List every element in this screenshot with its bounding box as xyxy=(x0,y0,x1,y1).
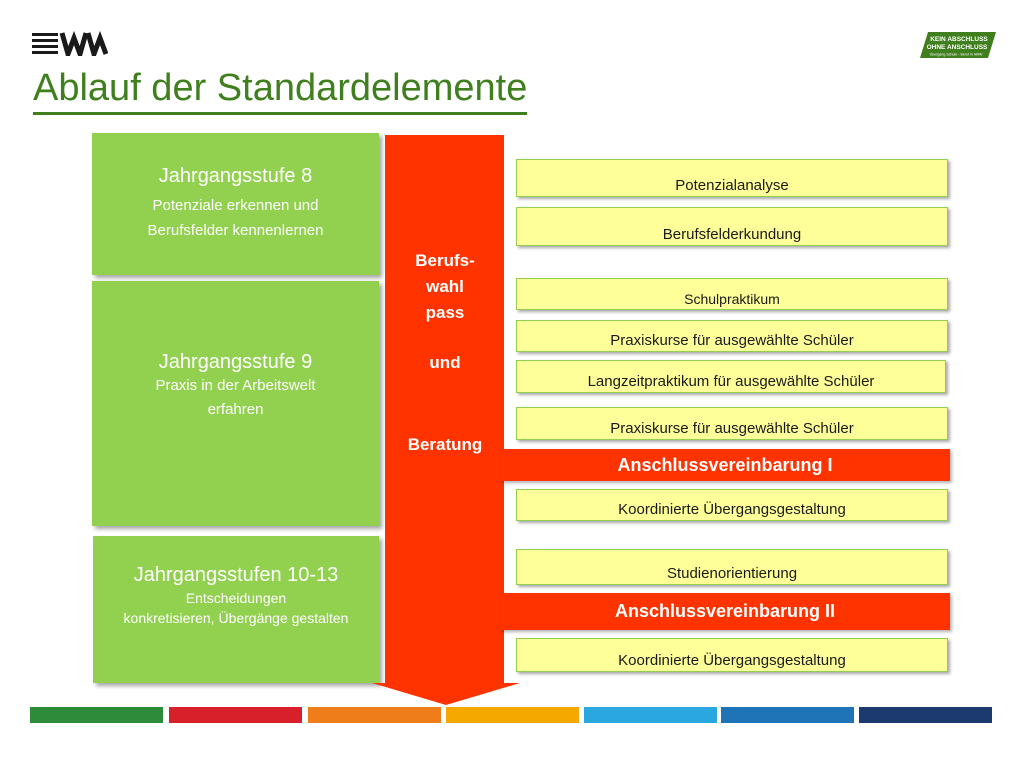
grade-8-desc-1: Potenziale erkennen und xyxy=(152,197,319,214)
agreement-bar-2: Anschlussvereinbarung II xyxy=(500,593,950,630)
stripe-red xyxy=(169,707,302,723)
stripe-dark-blue xyxy=(859,707,992,723)
grade-10-13-desc-1: Entscheidungen xyxy=(185,590,287,606)
arrow-label-line2: wahl xyxy=(426,277,464,296)
page-title: Ablauf der Standardelemente xyxy=(33,66,527,115)
step-langzeitpraktikum: Langzeitpraktikum für ausgewählte Schüler xyxy=(516,360,946,393)
grade-9-block xyxy=(92,281,379,526)
step-schulpraktikum: Schulpraktikum xyxy=(516,278,948,310)
step-studienorientierung: Studienorientierung xyxy=(516,549,948,585)
step-praxiskurse-1: Praxiskurse für ausgewählte Schüler xyxy=(516,320,948,352)
stripe-green xyxy=(30,707,163,723)
stripe-light-blue xyxy=(584,707,717,723)
stripe-blue xyxy=(721,707,854,723)
logo-line1: KEIN ABSCHLUSS xyxy=(930,36,988,43)
grade-10-13-block xyxy=(93,536,379,683)
grade-10-13-title: Jahrgangsstufen 10-13 xyxy=(133,564,339,586)
grade-9-desc-2: erfahren xyxy=(207,401,264,418)
grade-8-title: Jahrgangsstufe 8 xyxy=(158,165,313,187)
arrow-label-line1: Berufs- xyxy=(415,251,475,270)
arrow-label-line5: Beratung xyxy=(407,435,483,454)
grade-8-desc-2: Berufsfelder kennenlernen xyxy=(147,222,324,239)
grade-9-title: Jahrgangsstufe 9 xyxy=(158,351,313,373)
grade-9-desc-1: Praxis in der Arbeitswelt xyxy=(155,377,316,394)
step-uebergangsgestaltung-2: Koordinierte Übergangsgestaltung xyxy=(516,638,948,672)
arrow-label xyxy=(385,248,505,458)
grade-8-block xyxy=(92,133,379,275)
logo-line3: Übergang Schule - Beruf in NRW xyxy=(929,52,983,57)
arrow-label-line4: und xyxy=(429,353,461,372)
stripe-yellow xyxy=(446,707,579,723)
stripe-orange xyxy=(308,707,441,723)
arrow-label-line3: pass xyxy=(425,303,465,322)
agreement-bar-1: Anschlussvereinbarung I xyxy=(500,449,950,481)
step-uebergangsgestaltung-1: Koordinierte Übergangsgestaltung xyxy=(516,489,948,521)
step-berufsfelderkundung: Berufsfelderkundung xyxy=(516,207,948,246)
logo-line2: OHNE ANSCHLUSS xyxy=(926,44,988,51)
kein-abschluss-logo-icon xyxy=(920,30,996,60)
ministry-logo-icon xyxy=(32,30,108,56)
step-potenzialanalyse: Potenzialanalyse xyxy=(516,159,948,197)
step-praxiskurse-2: Praxiskurse für ausgewählte Schüler xyxy=(516,407,948,440)
grade-10-13-desc-2: konkretisieren, Übergänge gestalten xyxy=(123,610,349,626)
